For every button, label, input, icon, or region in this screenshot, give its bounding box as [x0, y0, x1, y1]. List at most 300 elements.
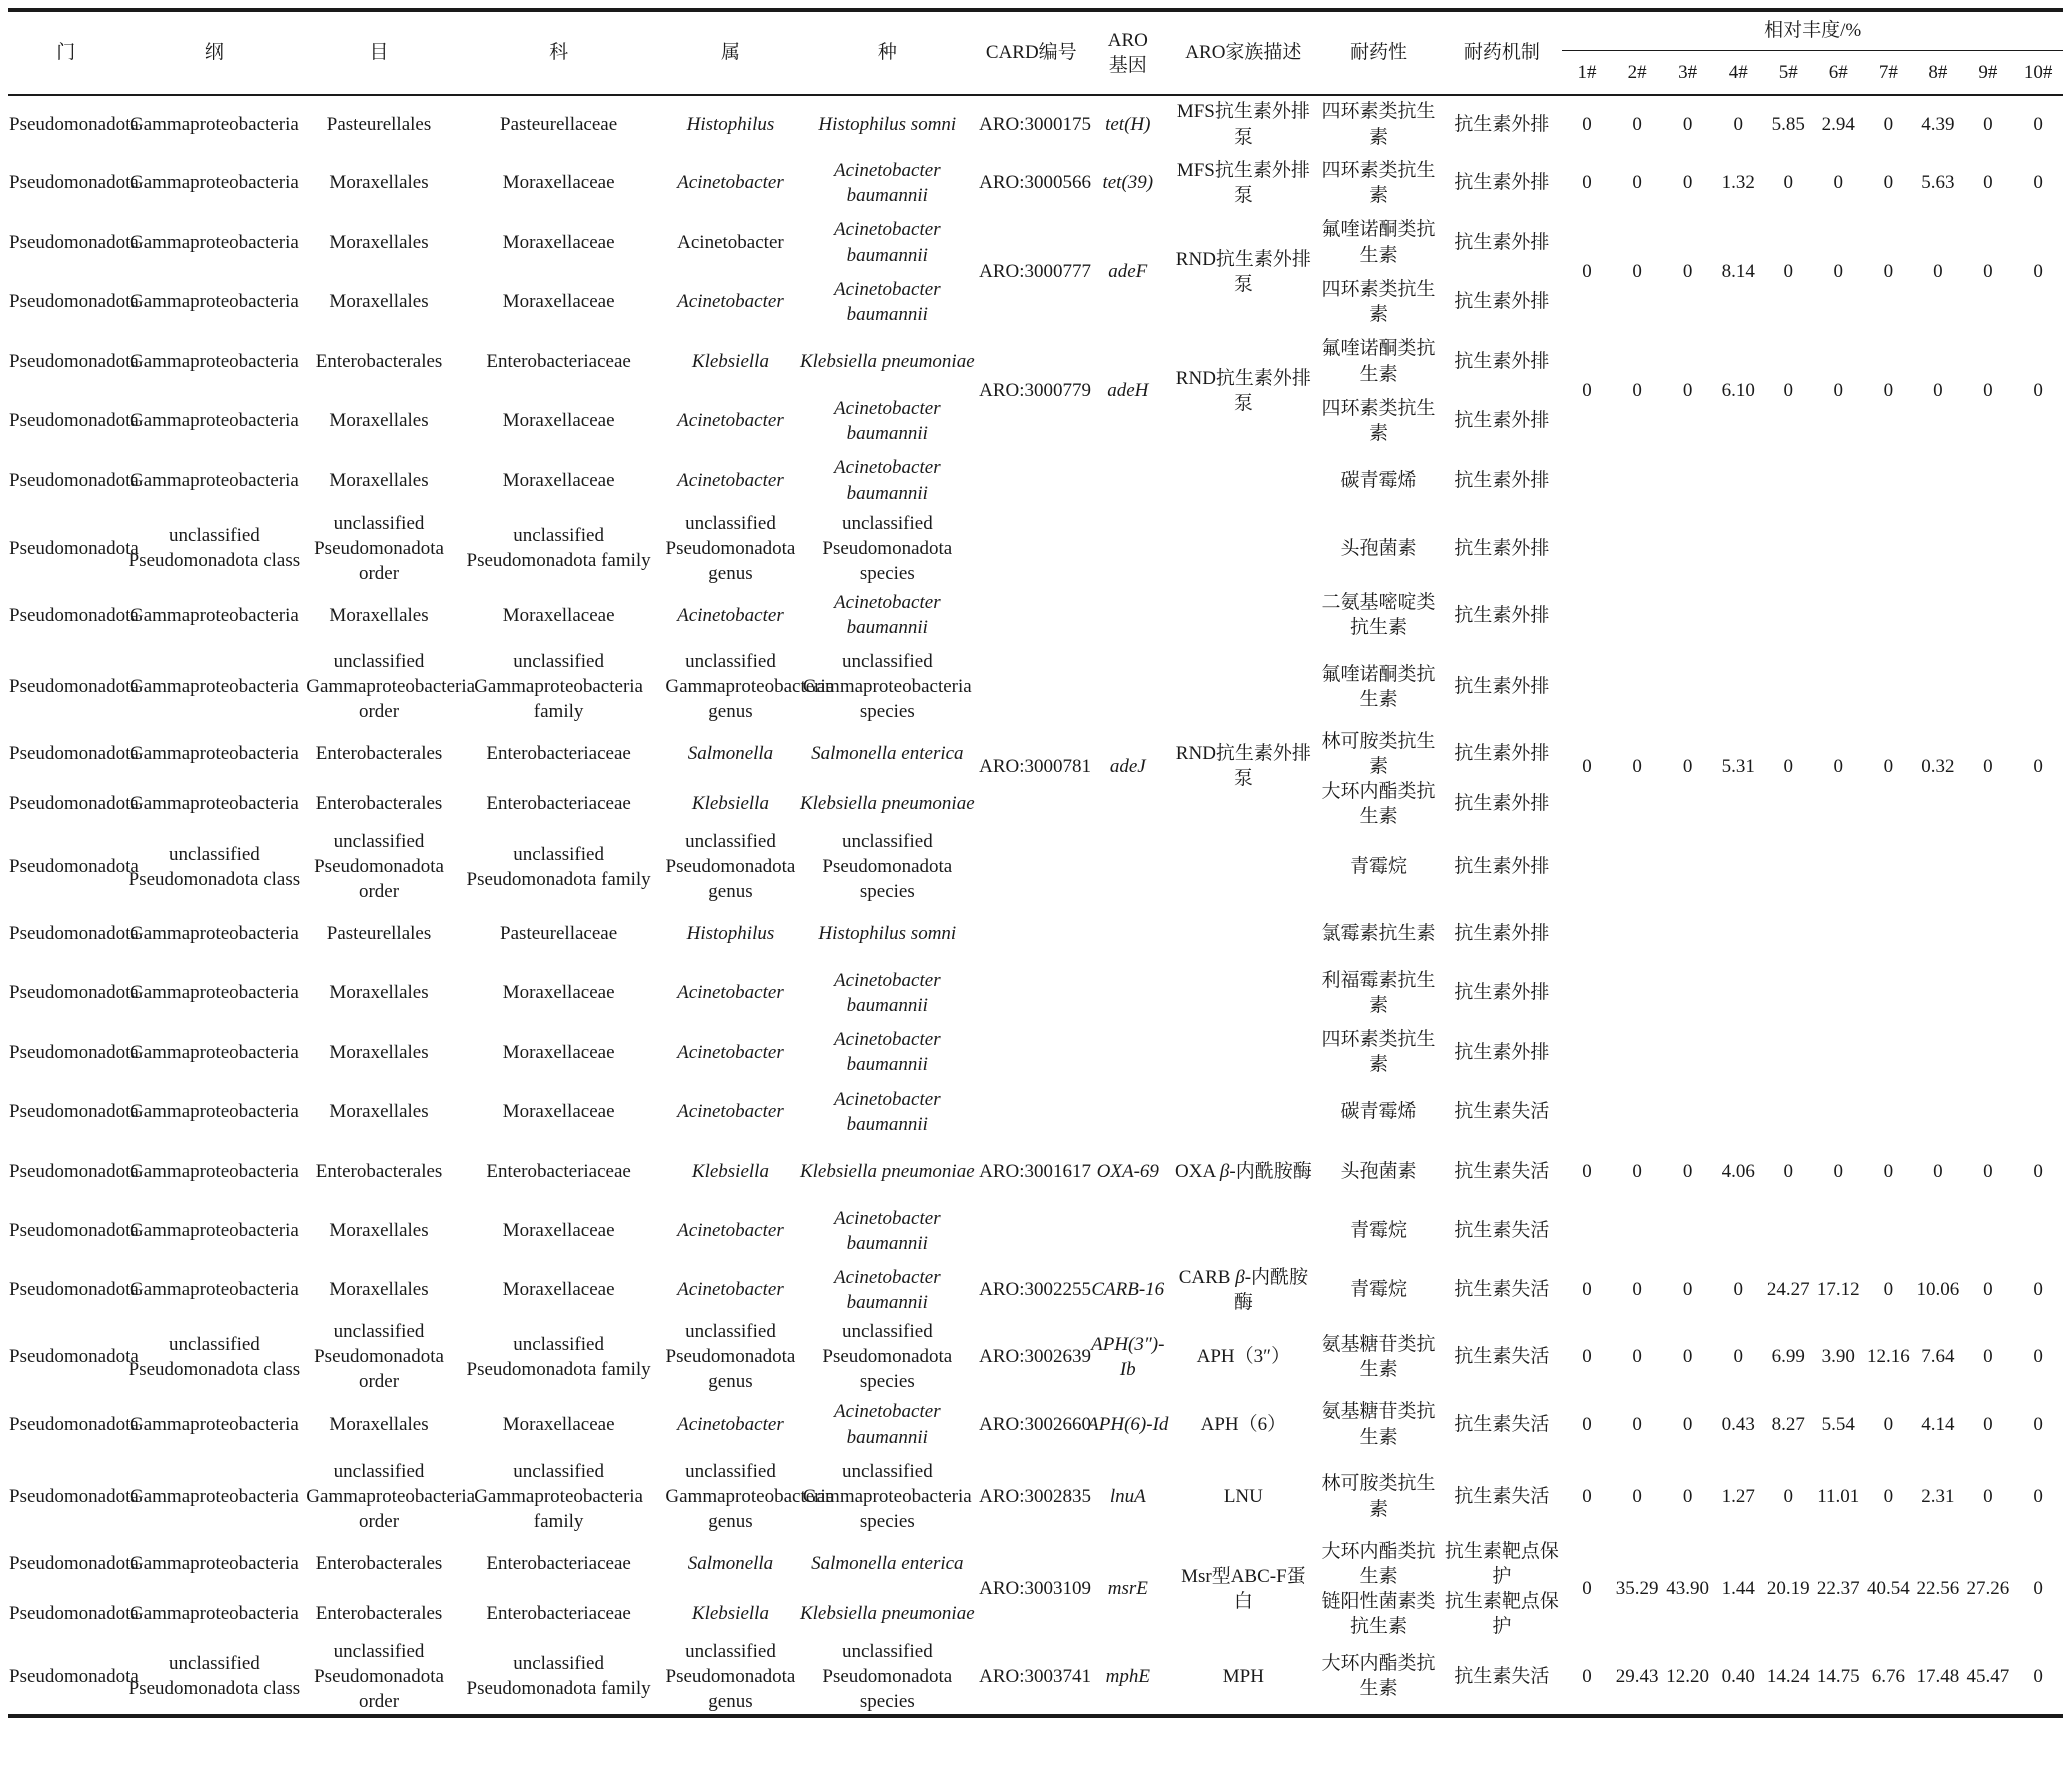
cell-phylum: Pseudomonadota — [9, 1485, 139, 1507]
header-family: 科 — [453, 10, 665, 95]
cell-abundance: 0 — [1833, 172, 1844, 194]
cell-phylum: Pseudomonadota — [9, 537, 139, 559]
cell-family: Moraxellaceae — [502, 231, 615, 253]
cell-abundance: 0 — [1783, 1485, 1793, 1507]
cell-card: ARO:3000777 — [979, 261, 1092, 283]
cell-phylum: Pseudomonadota — [9, 231, 139, 253]
cell-family: Pasteurellaceae — [500, 923, 618, 945]
cell-mechanism: 抗生素外排 — [1454, 793, 1550, 815]
cell-aro-family: RND抗生素外排泵 — [1175, 743, 1311, 790]
cell-mechanism: 抗生素外排 — [1454, 113, 1550, 135]
cell-genus: unclassified Pseudomonadota genus — [665, 1321, 796, 1393]
cell-genus: Klebsiella — [691, 350, 769, 372]
header-sample: 9# — [1963, 51, 2014, 95]
cell-class: Gammaproteobacteria — [130, 410, 299, 432]
cell-species: Salmonella enterica — [811, 1553, 964, 1575]
cell-mechanism: 抗生素外排 — [1454, 982, 1550, 1004]
cell-resistance: 大环内酯类抗生素 — [1321, 780, 1436, 827]
cell-mechanism: 抗生素外排 — [1454, 350, 1550, 372]
cell-phylum: Pseudomonadota — [9, 1220, 139, 1242]
cell-genus: Salmonella — [687, 1553, 774, 1575]
cell-abundance: 0 — [1983, 1413, 1993, 1435]
cell-resistance: 碳青霉烯 — [1340, 1101, 1417, 1123]
cell-order: Pasteurellales — [326, 113, 432, 135]
cell-genus: unclassified Pseudomonadota genus — [665, 512, 796, 584]
cell-genus: unclassified Gammaproteobacteria genus — [665, 1460, 835, 1533]
cell-abundance: 0 — [1883, 113, 1894, 135]
cell-card: ARO:3000566 — [979, 172, 1092, 194]
cell-species: Salmonella enterica — [811, 743, 964, 765]
cell-abundance: 0 — [1632, 113, 1642, 135]
cell-order: Moraxellales — [329, 1279, 429, 1301]
cell-abundance: 27.26 — [1966, 1578, 2010, 1600]
cell-abundance: 0 — [2033, 1413, 2043, 1435]
cell-phylum: Pseudomonadota — [9, 350, 139, 372]
cell-abundance: 0 — [1582, 755, 1592, 777]
cell-abundance: 22.56 — [1916, 1578, 1960, 1600]
cell-family: unclassified Pseudomonadota family — [453, 1639, 665, 1716]
desc-beta: β — [1235, 1266, 1245, 1288]
cell-abundance: 0 — [1682, 1346, 1693, 1368]
cell-class: Gammaproteobacteria — [130, 469, 299, 491]
cell-abundance: 20.19 — [1766, 1578, 1810, 1600]
desc-prefix: OXA — [1175, 1160, 1216, 1182]
cell-resistance: 氨基糖苷类抗生素 — [1321, 1333, 1436, 1380]
cell-class: Gammaproteobacteria — [130, 1101, 299, 1123]
cell-resistance: 链阳性菌素类抗生素 — [1321, 1590, 1436, 1637]
cell-abundance: 0 — [1632, 1346, 1642, 1368]
header-abundance: 相对丰度/% — [1562, 10, 2063, 51]
cell-phylum: Pseudomonadota — [9, 923, 139, 945]
cell-mechanism: 抗生素外排 — [1454, 469, 1550, 491]
cell-order: Enterobacterales — [315, 1160, 443, 1182]
cell-family: unclassified Pseudomonadota family — [466, 843, 651, 890]
cell-mechanism: 抗生素外排 — [1454, 410, 1550, 432]
cell-abundance: 0 — [1883, 1160, 1894, 1182]
cell-abundance: 6.76 — [1864, 1639, 1914, 1716]
cell-order: Moraxellales — [329, 410, 429, 432]
cell-resistance: 青霉烷 — [1350, 1279, 1408, 1301]
cell-abundance: 1.44 — [1721, 1578, 1755, 1600]
cell-order: Moraxellales — [329, 982, 429, 1004]
cell-abundance: 8.27 — [1771, 1413, 1805, 1435]
cell-mechanism: 抗生素失活 — [1454, 1346, 1550, 1368]
cell-class: Gammaproteobacteria — [130, 350, 299, 372]
cell-mechanism: 抗生素外排 — [1454, 676, 1550, 698]
cell-order: unclassified Gammaproteobacteria order — [306, 651, 476, 723]
cell-genus: Salmonella — [687, 743, 774, 765]
cell-abundance: 0 — [2033, 113, 2043, 135]
cell-resistance: 林可胺类抗生素 — [1321, 730, 1436, 777]
cell-species: unclassified Pseudomonadota species — [822, 831, 953, 903]
cell-abundance: 0 — [1682, 1279, 1693, 1301]
cell-family: Moraxellaceae — [502, 172, 615, 194]
cell-abundance: 0 — [1582, 1160, 1592, 1182]
header-species: 种 — [797, 10, 979, 95]
cell-resistance: 大环内酯类抗生素 — [1316, 1639, 1442, 1716]
cell-class: Gammaproteobacteria — [130, 676, 299, 698]
cell-aro-family: APH（3″） — [1196, 1346, 1291, 1368]
cell-genus: Acinetobacter — [677, 410, 784, 432]
cell-family: Pasteurellaceae — [500, 113, 618, 135]
cell-abundance: 17.12 — [1816, 1279, 1860, 1301]
cell-abundance: 45.47 — [1963, 1639, 2014, 1716]
cell-phylum: Pseudomonadota — [9, 604, 139, 626]
cell-abundance: 0 — [1883, 1413, 1894, 1435]
cell-abundance: 11.01 — [1817, 1485, 1860, 1507]
cell-species: Histophilus somni — [818, 923, 957, 945]
cell-phylum: Pseudomonadota — [9, 1279, 139, 1301]
cell-order: Enterobacterales — [315, 743, 443, 765]
cell-species: Histophilus somni — [818, 113, 957, 135]
cell-abundance: 6.10 — [1721, 380, 1755, 402]
cell-abundance: 0 — [1783, 755, 1793, 777]
cell-order: Pasteurellales — [326, 923, 432, 945]
cell-order: unclassified Pseudomonadota order — [314, 512, 444, 584]
cell-abundance: 0 — [1783, 261, 1793, 283]
cell-abundance: 7.64 — [1921, 1346, 1955, 1368]
cell-species: Acinetobacter baumannii — [834, 1029, 941, 1076]
cell-resistance: 氨基糖苷类抗生素 — [1321, 1401, 1436, 1448]
cell-phylum: Pseudomonadota — [9, 410, 139, 432]
cell-phylum: Pseudomonadota — [9, 1603, 139, 1625]
cell-aro-gene: APH(6)-Id — [1087, 1413, 1169, 1435]
cell-species: Acinetobacter baumannii — [834, 592, 941, 639]
header-phylum: 门 — [8, 10, 124, 95]
cell-order: Moraxellales — [329, 291, 429, 313]
cell-abundance: 3.90 — [1821, 1346, 1855, 1368]
cell-abundance: 0 — [2033, 755, 2043, 777]
cell-genus: Klebsiella — [691, 793, 769, 815]
cell-abundance: 43.90 — [1666, 1578, 1710, 1600]
cell-resistance: 氟喹诺酮类抗生素 — [1321, 338, 1436, 385]
header-aro-family: ARO家族描述 — [1171, 10, 1315, 95]
header-sample: 8# — [1913, 51, 1963, 95]
cell-aro-gene: tet(39) — [1102, 172, 1154, 194]
cell-abundance: 1.27 — [1721, 1485, 1755, 1507]
cell-abundance: 0 — [1682, 1413, 1693, 1435]
cell-aro-gene: msrE — [1107, 1578, 1148, 1600]
cell-resistance: 林可胺类抗生素 — [1321, 1473, 1436, 1520]
table-row — [8, 213, 2063, 273]
cell-abundance: 0 — [1833, 1160, 1844, 1182]
cell-species: Acinetobacter baumannii — [834, 159, 941, 206]
cell-abundance: 0 — [1733, 1346, 1743, 1368]
table-row — [8, 451, 2063, 511]
table-row — [8, 1539, 2063, 1589]
cell-abundance: 0 — [1983, 1485, 1993, 1507]
cell-abundance: 0 — [1983, 380, 1993, 402]
cell-genus: Acinetobacter — [677, 172, 784, 194]
cell-phylum: Pseudomonadota — [9, 1346, 139, 1368]
arg-table — [8, 8, 2063, 1718]
cell-abundance: 0 — [1682, 261, 1693, 283]
cell-family: Moraxellaceae — [502, 1041, 615, 1063]
cell-aro-gene: adeH — [1107, 380, 1149, 402]
cell-mechanism: 抗生素失活 — [1442, 1639, 1563, 1716]
desc-suffix: -内酰胺酶 — [1233, 1266, 1309, 1313]
cell-abundance: 0 — [1783, 380, 1793, 402]
cell-abundance: 24.27 — [1766, 1279, 1810, 1301]
cell-mechanism: 抗生素外排 — [1454, 172, 1550, 194]
cell-abundance: 14.24 — [1763, 1639, 1813, 1716]
cell-card: ARO:3000779 — [979, 380, 1092, 402]
cell-abundance: 0 — [1933, 1160, 1943, 1182]
cell-abundance: 5.85 — [1771, 113, 1805, 135]
header-sample: 1# — [1562, 51, 1612, 95]
cell-family: Moraxellaceae — [502, 982, 615, 1004]
header-sample: 2# — [1612, 51, 1663, 95]
cell-genus: Klebsiella — [691, 1603, 769, 1625]
cell-class: Gammaproteobacteria — [130, 1553, 299, 1575]
cell-abundance: 6.99 — [1771, 1346, 1805, 1368]
cell-mechanism: 抗生素外排 — [1454, 537, 1550, 559]
cell-resistance: 四环素类抗生素 — [1321, 101, 1436, 148]
cell-abundance: 0 — [1983, 755, 1993, 777]
cell-order: Moraxellales — [329, 469, 429, 491]
cell-order: Moraxellales — [329, 1413, 429, 1435]
cell-family: Enterobacteriaceae — [486, 1553, 631, 1575]
cell-abundance: 0 — [1632, 1413, 1642, 1435]
cell-genus: Acinetobacter — [677, 1413, 784, 1435]
cell-genus: Acinetobacter — [677, 1279, 784, 1301]
cell-resistance: 氟喹诺酮类抗生素 — [1321, 663, 1436, 710]
cell-genus: Acinetobacter — [677, 604, 784, 626]
cell-family: Enterobacteriaceae — [486, 1603, 631, 1625]
cell-order: Moraxellales — [329, 604, 429, 626]
cell-genus: Acinetobacter — [677, 1220, 784, 1242]
cell-class: Gammaproteobacteria — [130, 231, 299, 253]
header-mechanism: 耐药机制 — [1442, 10, 1563, 95]
cell-abundance: 0 — [1582, 380, 1592, 402]
cell-abundance: 0 — [1983, 261, 1993, 283]
cell-aro-family: LNU — [1223, 1485, 1263, 1507]
cell-abundance: 0.32 — [1921, 755, 1955, 777]
header-aro-gene: ARO 基因 — [1084, 10, 1171, 95]
cell-aro-family: MPH — [1171, 1639, 1315, 1716]
cell-class: Gammaproteobacteria — [130, 604, 299, 626]
cell-family: unclassified Gammaproteobacteria family — [474, 1460, 643, 1533]
header-sample: 10# — [2013, 51, 2063, 95]
cell-resistance: 二氨基嘧啶类抗生素 — [1321, 592, 1436, 639]
cell-abundance: 12.16 — [1866, 1346, 1910, 1368]
cell-abundance: 0 — [1582, 113, 1592, 135]
cell-mechanism: 抗生素失活 — [1454, 1485, 1550, 1507]
cell-abundance: 0 — [2033, 1279, 2043, 1301]
cell-genus: Klebsiella — [691, 1160, 769, 1182]
cell-phylum: Pseudomonadota — [9, 1413, 139, 1435]
header-sample: 6# — [1813, 51, 1864, 95]
desc-suffix: -内酰胺酶 — [1229, 1160, 1312, 1182]
cell-family: Moraxellaceae — [502, 604, 615, 626]
cell-phylum: Pseudomonadota — [9, 172, 139, 194]
cell-abundance: 0 — [1582, 261, 1592, 283]
cell-mechanism: 抗生素外排 — [1454, 604, 1550, 626]
cell-genus: Histophilus — [686, 113, 775, 135]
cell-resistance: 四环素类抗生素 — [1321, 278, 1436, 325]
cell-phylum: Pseudomonadota — [9, 982, 139, 1004]
cell-phylum: Pseudomonadota — [8, 1639, 124, 1716]
cell-species: Klebsiella pneumoniae — [799, 1603, 975, 1625]
cell-species: Acinetobacter baumannii — [834, 1266, 941, 1313]
cell-family: Moraxellaceae — [502, 469, 615, 491]
cell-phylum: Pseudomonadota — [9, 1041, 139, 1063]
cell-abundance: 0 — [1582, 1413, 1592, 1435]
cell-resistance: 氯霉素抗生素 — [1321, 923, 1436, 945]
cell-order: Moraxellales — [329, 1220, 429, 1242]
cell-aro-gene: OXA-69 — [1096, 1160, 1159, 1182]
cell-order: Moraxellales — [329, 1041, 429, 1063]
cell-class: Gammaproteobacteria — [130, 793, 299, 815]
cell-class: Gammaproteobacteria — [130, 1413, 299, 1435]
cell-class: unclassified Pseudomonadota class — [124, 1639, 306, 1716]
cell-species: unclassified Pseudomonadota species — [822, 512, 953, 584]
header-card: CARD编号 — [978, 10, 1084, 95]
cell-mechanism: 抗生素靶点保护 — [1444, 1590, 1559, 1637]
header-genus: 属 — [664, 10, 796, 95]
cell-abundance: 0 — [1582, 1578, 1592, 1600]
cell-abundance: 2.31 — [1921, 1485, 1955, 1507]
cell-family: Enterobacteriaceae — [486, 350, 631, 372]
cell-genus: unclassified Pseudomonadota genus — [665, 831, 796, 903]
cell-resistance: 四环素类抗生素 — [1321, 397, 1436, 444]
cell-species: Acinetobacter baumannii — [834, 969, 941, 1016]
cell-species: unclassified Pseudomonadota species — [822, 1321, 953, 1393]
cell-abundance: 0.40 — [1713, 1639, 1764, 1716]
cell-family: unclassified Pseudomonadota family — [466, 525, 651, 572]
cell-abundance: 8.14 — [1721, 261, 1755, 283]
table-row — [8, 1455, 2063, 1539]
cell-class: unclassified Pseudomonadota class — [128, 1333, 301, 1380]
cell-abundance: 0 — [1983, 113, 1993, 135]
cell-card: ARO:3002639 — [979, 1346, 1092, 1368]
cell-abundance: 14.75 — [1813, 1639, 1864, 1716]
cell-genus: Acinetobacter — [677, 1101, 784, 1123]
cell-abundance: 0 — [2033, 1578, 2043, 1600]
cell-class: Gammaproteobacteria — [130, 1279, 299, 1301]
cell-phylum: Pseudomonadota — [9, 469, 139, 491]
cell-resistance: 氟喹诺酮类抗生素 — [1321, 219, 1436, 266]
cell-abundance: 0 — [1883, 172, 1894, 194]
cell-species: Acinetobacter baumannii — [834, 397, 941, 444]
cell-aro-family: MFS抗生素外排泵 — [1176, 159, 1310, 206]
cell-abundance: 0 — [1582, 172, 1592, 194]
cell-abundance: 0 — [1632, 1160, 1642, 1182]
cell-abundance: 0 — [1883, 755, 1894, 777]
cell-species: unclassified Pseudomonadota species — [797, 1639, 979, 1716]
cell-genus: Acinetobacter — [677, 469, 784, 491]
cell-abundance: 0 — [1883, 1279, 1894, 1301]
cell-abundance: 12.20 — [1662, 1639, 1713, 1716]
cell-abundance: 5.63 — [1921, 172, 1955, 194]
cell-card: ARO:3002835 — [979, 1485, 1092, 1507]
cell-abundance: 0 — [1582, 1485, 1592, 1507]
cell-order: Enterobacterales — [315, 350, 443, 372]
cell-resistance: 大环内酯类抗生素 — [1321, 1540, 1436, 1587]
cell-abundance: 0 — [1682, 755, 1693, 777]
cell-abundance: 0 — [1933, 380, 1943, 402]
cell-abundance: 0 — [1733, 1279, 1743, 1301]
header-sample: 5# — [1763, 51, 1813, 95]
cell-abundance: 0 — [1582, 1279, 1592, 1301]
cell-class: Gammaproteobacteria — [130, 743, 299, 765]
table-row — [8, 1639, 2063, 1716]
cell-species: unclassified Gammaproteobacteria species — [802, 1460, 972, 1533]
cell-resistance: 头孢菌素 — [1340, 537, 1417, 559]
cell-aro-family — [1171, 1082, 1315, 1260]
cell-species: Acinetobacter baumannii — [834, 1401, 941, 1448]
cell-abundance: 0 — [1632, 1279, 1642, 1301]
cell-mechanism: 抗生素靶点保护 — [1444, 1540, 1559, 1587]
cell-family: unclassified Pseudomonadota family — [466, 1333, 651, 1380]
cell-abundance: 0 — [2013, 1639, 2063, 1716]
cell-order: unclassified Pseudomonadota order — [314, 1321, 444, 1393]
cell-abundance: 4.14 — [1921, 1413, 1955, 1435]
cell-family: Moraxellaceae — [502, 1413, 615, 1435]
cell-aro-gene: tet(H) — [1105, 113, 1151, 135]
cell-family: Enterobacteriaceae — [486, 743, 631, 765]
cell-order: unclassified Gammaproteobacteria order — [306, 1460, 476, 1533]
cell-mechanism: 抗生素外排 — [1454, 923, 1550, 945]
table-row — [8, 1319, 2063, 1394]
cell-resistance: 利福霉素抗生素 — [1321, 969, 1436, 1016]
cell-aro-gene: lnuA — [1109, 1485, 1146, 1507]
cell-species: Klebsiella pneumoniae — [799, 350, 975, 372]
cell-card: ARO:3003741 — [978, 1639, 1084, 1716]
cell-mechanism: 抗生素外排 — [1454, 743, 1550, 765]
cell-abundance: 0 — [1582, 1346, 1592, 1368]
cell-phylum: Pseudomonadota — [9, 743, 139, 765]
cell-species: Acinetobacter baumannii — [834, 457, 941, 504]
cell-abundance: 1.32 — [1721, 172, 1755, 194]
cell-abundance: 0 — [1983, 1279, 1993, 1301]
header-sample: 4# — [1713, 51, 1764, 95]
cell-class: Gammaproteobacteria — [130, 172, 299, 194]
cell-class: Gammaproteobacteria — [130, 923, 299, 945]
header-class: 纲 — [124, 10, 306, 95]
cell-phylum: Pseudomonadota — [9, 291, 139, 313]
cell-species: Acinetobacter baumannii — [834, 219, 941, 266]
cell-species: Klebsiella pneumoniae — [799, 793, 975, 815]
cell-abundance: 0 — [1632, 261, 1642, 283]
cell-aro-gene: adeF — [1108, 261, 1148, 283]
cell-abundance: 0 — [1733, 113, 1743, 135]
cell-abundance: 4.06 — [1721, 1160, 1755, 1182]
cell-abundance: 0 — [1632, 755, 1642, 777]
cell-mechanism: 抗生素失活 — [1454, 1160, 1550, 1182]
cell-mechanism: 抗生素失活 — [1454, 1413, 1550, 1435]
cell-abundance: 0 — [1562, 1639, 1612, 1716]
cell-family: Enterobacteriaceae — [486, 793, 631, 815]
header-order: 目 — [305, 10, 453, 95]
cell-card: ARO:3001617 — [979, 1160, 1092, 1182]
cell-family: Moraxellaceae — [502, 1101, 615, 1123]
cell-phylum: Pseudomonadota — [9, 1101, 139, 1123]
cell-class: Gammaproteobacteria — [130, 1485, 299, 1507]
cell-phylum: Pseudomonadota — [9, 856, 139, 878]
table-row — [8, 1260, 2063, 1319]
cell-order: Enterobacterales — [315, 793, 443, 815]
table-row — [8, 154, 2063, 213]
cell-card: ARO:3000781 — [979, 755, 1092, 777]
cell-mechanism: 抗生素外排 — [1454, 856, 1550, 878]
cell-aro-family — [1171, 1260, 1315, 1319]
cell-order: Enterobacterales — [315, 1603, 443, 1625]
cell-abundance: 5.54 — [1821, 1413, 1855, 1435]
cell-resistance: 青霉烷 — [1350, 856, 1408, 878]
cell-abundance: 0 — [2033, 261, 2043, 283]
cell-family: Moraxellaceae — [502, 1279, 615, 1301]
